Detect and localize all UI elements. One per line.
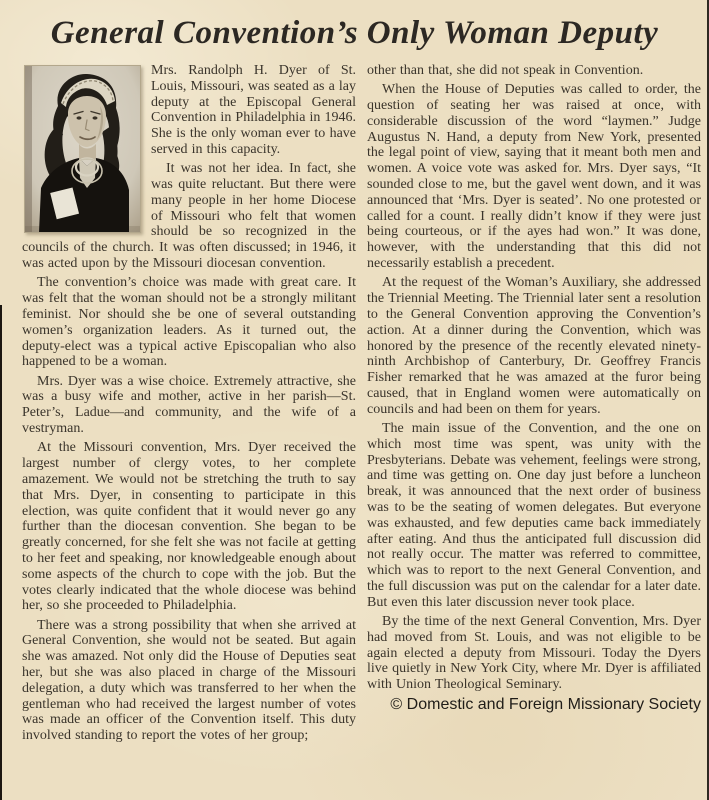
paragraph: By the time of the next General Convention, Mrs. Dyer had moved from St. Louis, and was not eligible to be again elected a deputy from Missouri. Today the Dyers live quietly in New York City, where Mr. Dyer is affiliated with Union Theological Seminary.: [367, 614, 701, 693]
paragraph: Mrs. Randolph H. Dyer of St. Louis, Missouri, was seated as a lay deputy at the Episcopal General Convention in Philadelphia in 1946. She is the only woman ever to have served in this capacity.: [151, 63, 357, 157]
paragraph: It was not her idea. In fact, she was quite reluctant. But there were many people in her home Diocese of Missouri who felt that women should be so recognized in the councils of the church. It was often discussed; in 1946, it was acted upon by the Missouri diocesan convention.: [22, 161, 356, 272]
paragraph: At the Missouri convention, Mrs. Dyer received the largest number of clergy votes, to her complete amazement. We would not be stretching the truth to say that Mrs. Dyer, in consenting to participate in this election, was quite confident that it would never go any further than the diocesan convention. She began to be greatly concerned, for she felt she was not facile at getting to her feet and speaking, nor knowledgeable enough about some aspects of the church to cope with the job. But the votes clearly indicated that the whole diocese was behind her, so she proceeded to Philadelphia.: [22, 440, 356, 614]
article-title: General Convention’s Only Woman Deputy: [50, 15, 659, 51]
portrait-photo-illustration: [25, 66, 140, 232]
article-body: [0, 63, 709, 747]
right-column: [367, 63, 701, 747]
paragraph: There was a strong possibility that when she arrived at General Convention, she would not be seated. But again she was amazed. Not only did the House of Deputies seat her, but she was also placed in charge of the Missouri delegation, a duty which was transferred to her when the gentleman who had received the largest number of votes was made an officer of the Convention itself. This duty involved standing to report the votes of her group;: [22, 617, 356, 744]
portrait-photo: [24, 65, 141, 233]
right-column-paragraphs: [367, 63, 701, 693]
paragraph: The convention’s choice was made with great care. It was felt that the woman should not be a strongly militant feminist. Nor should she be one of several outstanding women’s organization leaders. As it turned out, the deputy-elect was a typical active Episcopalian who also happened to be a woman.: [22, 275, 356, 370]
paragraph: Mrs. Dyer was a wise choice. Extremely attractive, she was a busy wife and mother, active in her parish—St. Peter’s, Ladue—and community, and the wife of a vestryman.: [22, 373, 356, 437]
scan-edge-left: [0, 305, 2, 800]
paragraph: When the House of Deputies was called to order, the question of seating her was raised at once, with considerable discussion of the word “laymen.” Judge Augustus N. Hand, a deputy from New York, presented the legal point of view, saying that it meant both men and women. A voice vote was asked for. Mrs. Dyer says, “It sounded close to me, but the gavel went down, and it was announced that ‘Mrs. Dyer is seated’. No one protested or called for a count. I really didn’t know if they were just being courteous, or if the ayes had won.” It was done, however, with the understanding that this did not necessarily establish a precedent.: [367, 82, 701, 272]
left-column: [22, 63, 356, 747]
paragraph: other than that, she did not speak in Convention.: [367, 63, 644, 78]
paragraph: At the request of the Woman’s Auxiliary, she addressed the Triennial Meeting. The Triennial later sent a resolution to the General Convention approving the Convention’s action. At a dinner during the Convention, which was honored by the presence of the recently elevated ninety-ninth Archbishop of Canterbury, Dr. Geoffrey Francis Fisher remarked that he was amazed at the furor being caused, that in England women were automatically on councils and had been on them for years.: [367, 275, 701, 417]
paragraph: The main issue of the Convention, and the one on which most time was spent, was unity with the Presbyterians. Debate was vehement, feelings were strong, and time was getting on. One day just before a luncheon break, it was announced that the next order of business was to be the seating of women delegates. But everyone was exhausted, and few deputies came back immediately after eating. And thus the anticipated full discussion did not really occur. The matter was referred to committee, which was to report to the next General Convention, and the full discussion was put on the calendar for a later date. But even this later discussion never took place.: [367, 421, 701, 610]
credit-line: © Domestic and Foreign Missionary Society: [390, 695, 701, 713]
